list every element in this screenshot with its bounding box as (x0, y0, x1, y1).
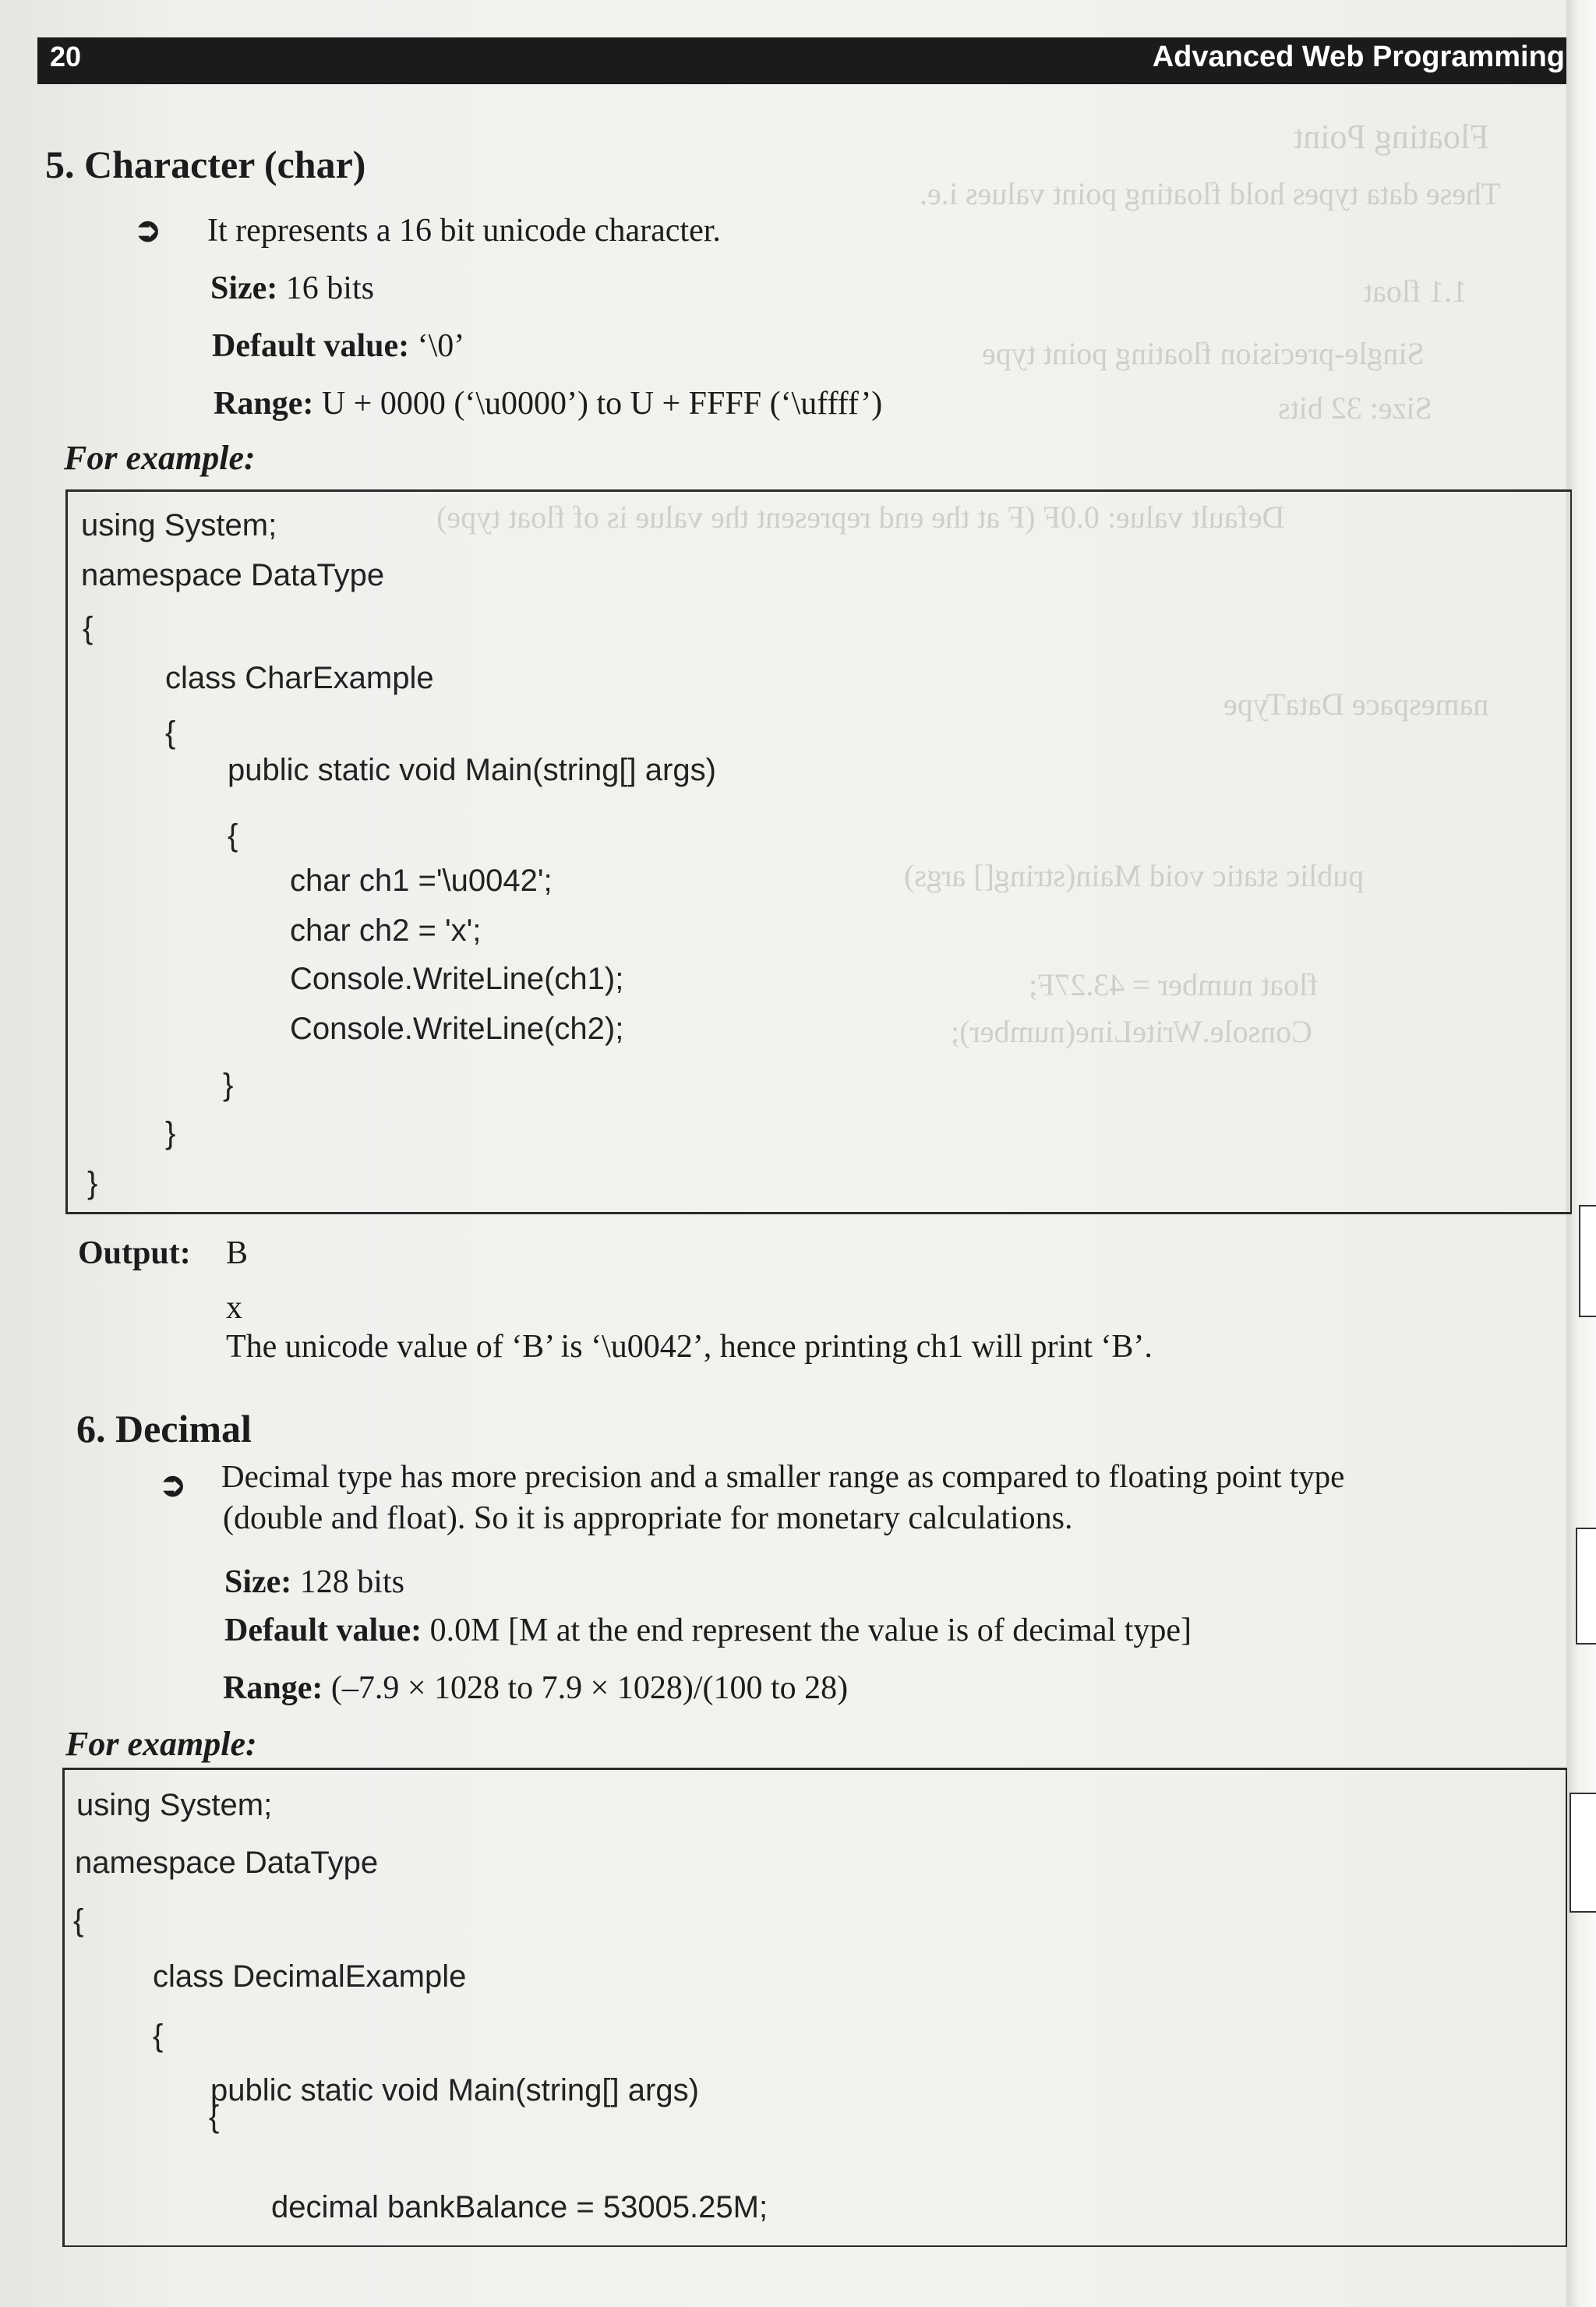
code-line: class DecimalExample (153, 1959, 467, 1994)
code-line: class CharExample (165, 661, 434, 695)
show-through-text: public static void Main(string[] args) (904, 858, 1365, 893)
code-line: } (165, 1116, 176, 1150)
output-explanation: The unicode value of ‘B’ is ‘\u0042’, hence printing ch1 will print ‘B’. (226, 1329, 1153, 1365)
default-value: ‘\0’ (409, 328, 465, 364)
for-example-label: For example: (65, 1725, 257, 1763)
show-through-text: Default value: 0.0F (F at the end represent the value is of float type) (436, 500, 1285, 535)
range-value: (–7.9 × 1028 to 7.9 × 1028)/(100 to 28) (323, 1670, 849, 1706)
default-label: Default value: (224, 1613, 422, 1648)
show-through-text: float number = 43.27F; (1029, 967, 1319, 1002)
default-label: Default value: (212, 328, 410, 364)
decimal-range (223, 1669, 848, 1707)
output-line: B (226, 1235, 249, 1271)
decimal-description-line2: (double and float). So it is appropriate for monetary calculations. (223, 1500, 1073, 1536)
section-heading-char: 5. Character (char) (45, 143, 366, 186)
arrow-bullet-icon: ➲ (159, 1468, 187, 1503)
range-label: Range: (223, 1670, 323, 1706)
code-line: { (83, 611, 94, 645)
code-line: { (73, 1903, 84, 1938)
decimal-description-line1: Decimal type has more precision and a smaller range as compared to floating point type (221, 1458, 1345, 1494)
size-value: 16 bits (277, 270, 374, 306)
code-line: { (165, 715, 176, 750)
output-label: Output: (78, 1235, 191, 1271)
code-line: } (223, 1068, 234, 1102)
code-line: namespace DataType (81, 558, 385, 592)
size-value: 128 bits (291, 1564, 404, 1600)
show-through-text: Console.WriteLine(number); (951, 1014, 1312, 1049)
adjacent-page-box (1579, 1205, 1596, 1317)
code-line: { (209, 2100, 220, 2134)
code-line: char ch1 ='\u0042'; (290, 864, 553, 898)
range-label: Range: (214, 386, 314, 422)
range-value: U + 0000 (‘\u0000’) to U + FFFF (‘\uffff’) (313, 386, 883, 422)
code-line: } (87, 1166, 98, 1200)
show-through-text: namespace DataType (1223, 687, 1489, 722)
code-line: using System; (76, 1788, 273, 1822)
code-line: public static void Main(string[] args) (210, 2073, 699, 2107)
code-line: char ch2 = 'x'; (290, 913, 482, 948)
size-label: Size: (224, 1564, 292, 1600)
code-line: { (228, 818, 238, 853)
decimal-default-value (224, 1612, 1192, 1649)
show-through-text: These data types hold floating point values i.e. (920, 176, 1501, 211)
char-range (214, 385, 882, 422)
show-through-text: 1.1 float (1364, 274, 1468, 309)
code-box-char (65, 489, 1572, 1214)
show-through-text: Size: 32 bits (1278, 390, 1432, 426)
for-example-label: For example: (64, 439, 256, 477)
char-size (210, 270, 374, 307)
code-line: using System; (81, 508, 277, 542)
show-through-text: Floating Point (1294, 118, 1489, 156)
show-through-text: Single-precision floating point type (982, 336, 1425, 371)
code-line: Console.WriteLine(ch1); (290, 962, 624, 996)
default-value: 0.0M [M at the end represent the value is of decimal type] (422, 1613, 1192, 1648)
code-line: Console.WriteLine(ch2); (290, 1012, 624, 1046)
decimal-size (224, 1563, 404, 1601)
code-line: { (153, 2019, 164, 2053)
adjacent-page-box (1576, 1528, 1596, 1645)
code-box-decimal (62, 1768, 1567, 2247)
code-line: public static void Main(string[] args) (228, 753, 716, 787)
running-title: Advanced Web Programming (1152, 41, 1565, 73)
adjacent-page-box (1570, 1793, 1596, 1913)
char-default-value (212, 327, 464, 365)
page-number: 20 (50, 41, 82, 72)
code-line: namespace DataType (75, 1846, 379, 1880)
output-line: x (226, 1290, 242, 1326)
char-description: It represents a 16 bit unicode character. (207, 213, 721, 249)
arrow-bullet-icon: ➲ (134, 213, 162, 249)
code-line: decimal bankBalance = 53005.25M; (271, 2190, 768, 2224)
section-heading-decimal: 6. Decimal (76, 1407, 252, 1450)
size-label: Size: (210, 270, 278, 306)
